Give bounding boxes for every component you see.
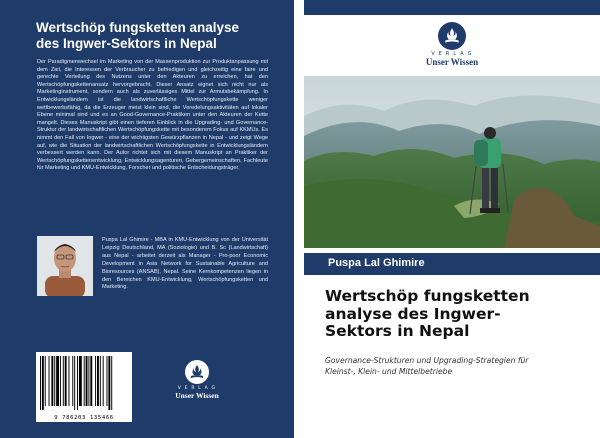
barcode-bar	[74, 356, 75, 410]
barcode-bar	[103, 356, 104, 406]
barcode-bar	[79, 356, 82, 406]
author-photo	[37, 236, 93, 296]
front-title-line-1: Wertschöp fungsketten	[325, 287, 530, 305]
front-title-line-3: Sektors in Nepal	[325, 322, 470, 340]
barcode-bar	[108, 356, 110, 410]
barcode-bar	[49, 356, 50, 406]
front-cover	[304, 0, 600, 438]
front-title-line-2: analyse des Ingwer-	[325, 304, 501, 323]
barcode-bar	[97, 356, 99, 406]
barcode-bar	[88, 356, 89, 406]
front-cover-title	[325, 288, 575, 341]
isbn-digits: 9 786203 135466	[54, 415, 114, 421]
barcode-bar	[51, 356, 53, 406]
barcode-bar	[86, 356, 88, 406]
barcode-bar	[56, 356, 59, 406]
barcode-bar	[54, 356, 55, 406]
front-top-band	[304, 0, 600, 15]
barcode-bar	[72, 356, 73, 406]
isbn-barcode	[36, 352, 132, 422]
back-title-line-2: des Ingwer-Sektors in Nepal	[36, 36, 217, 51]
back-cover-title	[36, 20, 276, 52]
barcode-bar	[69, 356, 70, 406]
subtitle-line-2: Kleinst-, Klein- und Mittelbetriebe	[325, 367, 453, 376]
cover-photo	[304, 76, 600, 248]
publisher-name: Unser Wissen	[175, 391, 219, 400]
barcode-bar	[63, 356, 64, 406]
spine	[294, 0, 304, 438]
publisher-verlag-label: V E R L A G	[177, 386, 217, 391]
front-author-name: Puspa Lal Ghimire	[328, 257, 425, 269]
barcode-bar	[95, 356, 96, 406]
back-cover-blurb: Der Paradigmenwechsel im Marketing von der Massenproduktion zur Produktanpassung mit dem Ziel, die Interessen der Verbraucher zu befriedigen und gleichzeitig eine faire und gerechte Verteilung des Nutzens unter den Akteuren zu erreichen, hat den Wertschöpfungskettenansatz hervorgebracht. Dieser Ansatz eignet sich nicht nur als Marketinginstrument, sondern auch als zuverlässiges Mittel zur Armutsbekämpfung. In Entwicklungsländern ist die landwirtschaftliche Wertschöpfungskette weniger wettbewerbsfähig, da die Erzeuger meist klein sind, die Veredelungsaktivitäten auf lokaler Ebene minimal sind und es an Good-Governance-Praktiken unter den Akteuren der Kette mangelt. Dieses Manuskript gibt einen tieferen Einblick in die Upgrading- und Governance-Struktur der landwirtschaftlichen Wertschöpfungskette mit besonderem Fokus auf KKMUs. Es nimmt den Fall von Ingwer - eine der wichtigsten Gewürzpflanzen in Nepal - und zeigt Wege auf, wie die Situation der landwirtschaftlichen Wertschöpfungskette in Entwicklungsländern verbessert werden kann. Der Autor richtet sich mit diesem Manuskript an Praktiker der Wertschöpfungskettenentwicklung, Entwicklungsagenturen, Gebergemeinschaften, Fachleute für Marketing und KMU-Entwicklung, Forscher und politische Entscheidungsträger.	[37, 59, 268, 172]
barcode-bar	[42, 356, 44, 410]
barcode-bar	[100, 356, 101, 406]
barcode-bar	[40, 356, 41, 410]
book-flame-emblem-icon	[185, 360, 209, 384]
front-publisher-logo	[414, 22, 490, 67]
author-bar	[304, 253, 600, 275]
barcode-bar	[111, 356, 112, 410]
book-flame-emblem-icon	[438, 22, 466, 50]
barcode-bar	[45, 356, 46, 406]
barcode-bar	[60, 356, 61, 406]
back-publisher-logo	[167, 360, 227, 408]
back-cover	[0, 0, 294, 438]
barcode-bar	[107, 356, 108, 406]
barcode-bar	[84, 356, 85, 406]
author-bio: Puspa Lal Ghimire - MBA in KMU-Entwicklung von der Universität Leipzig Deutschland, MA (Soziologie) und B. Sc (Landwirtschaft) aus Nepal - arbeitet derzeit als Manager - Pro-poor Economic Development in Asia Network for Sustainable Agriculture and Bioresources (ANSAB), Nepal. Seine Kernkompetenzen liegen in den Bereichen KMU-Entwicklung, Wertschöpfungsketten und Marketing.	[102, 237, 268, 291]
publisher-name: Unser Wissen	[425, 57, 479, 67]
barcode-bar	[77, 356, 78, 410]
barcode-bar	[90, 356, 92, 406]
back-title-line-1: Wertschöp fungsketten analyse	[36, 20, 240, 35]
barcode-bar	[65, 356, 67, 406]
front-cover-subtitle	[325, 355, 585, 377]
publisher-verlag-label: V E R L A G	[431, 52, 473, 57]
subtitle-line-1: Governance-Strukturen und Upgrading-Strategien für	[325, 356, 529, 365]
